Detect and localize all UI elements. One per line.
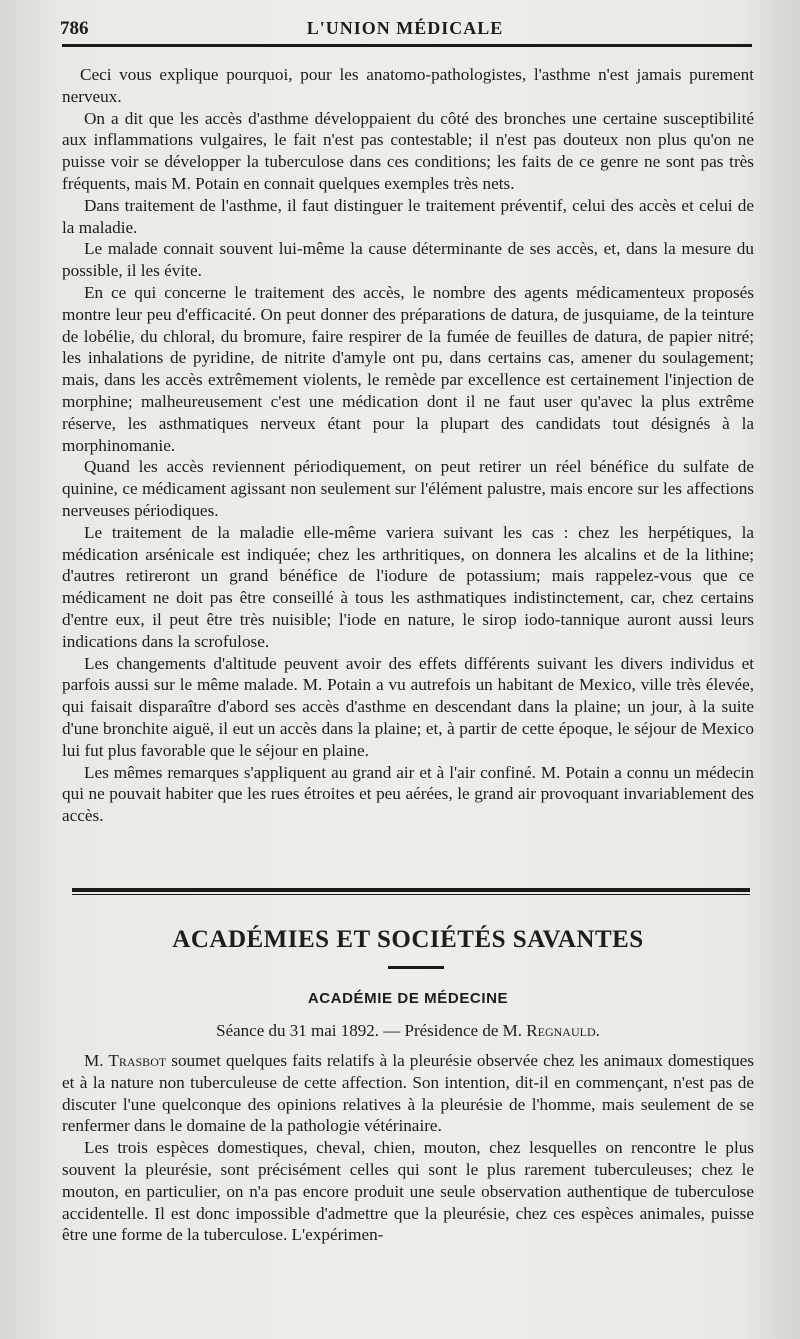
- paragraph: [62, 1050, 754, 1137]
- section-divider: [72, 888, 750, 892]
- session-line: [62, 1021, 754, 1041]
- paragraph: Le malade connait souvent lui-même la cause déterminante de ses accès, et, dans la mesure du possible, il les évite.: [62, 239, 754, 281]
- paragraph-text: soumet quelques faits relatifs à la pleurésie observée chez les animaux domestiques et à la nature non tuberculeuse de cette affection. Son intention, dit-il en commençant, n'est pas de discuter l'une quelconque des opinions relatives à la pleurésie de l'homme, mais seulement de se renfermer dans le domaine de la pathologie vétérinaire.: [62, 1051, 754, 1136]
- paragraph: Le traitement de la maladie elle-même variera suivant les cas : chez les herpétiques, la médication arsénicale est indiquée; chez les arthritiques, on donnera les alcalins et de la lithine; d'autres retireront un grand bénéfice de l'iodure de potassium; mais rappelez-vous que ce médicament ne doit pas être conseillé à tous les asthmatiques indistinctement, car, chez certains d'entre eux, il peut être très nuisible; l'iode en nature, le sirop iodo-tannique auront aussi leurs indications dans la scrofulose.: [62, 522, 754, 651]
- speaker-name: M. Trasbot: [84, 1051, 167, 1070]
- article-body: [62, 64, 754, 827]
- section-divider-thin: [72, 894, 750, 895]
- academy-heading: ACADÉMIE DE MÉDECINE: [307, 990, 509, 1007]
- paragraph: Ceci vous explique pourquoi, pour les anatomo-pathologistes, l'asthme n'est jamais purement nerveux.: [62, 65, 754, 106]
- paragraph: On a dit que les accès d'asthme développaient du côté des bronches une certaine susceptibilité aux inflammations vulgaires, le fait n'est pas contestable; il n'est pas douteux non plus qu'on ne puisse voir se développer la tuberculose dans ces conditions; les faits de ce genre ne sont pas très fréquents, mais M. Potain en connait quelques exemples très nets.: [62, 108, 754, 193]
- page-number: 786: [60, 18, 89, 39]
- section-title: ACADÉMIES ET SOCIÉTÉS SAVANTES: [172, 926, 644, 953]
- running-title: L'UNION MÉDICALE: [306, 18, 504, 38]
- session-report-body: [62, 1050, 754, 1246]
- president-name: Regnauld.: [526, 1021, 600, 1040]
- paragraph: Les mêmes remarques s'appliquent au grand air et à l'air confiné. M. Potain a connu un médecin qui ne pouvait habiter que les rues étroites et peu aérées, le grand air provoquant invariablement des accès.: [62, 762, 754, 826]
- paragraph: Les trois espèces domestiques, cheval, chien, mouton, chez lesquelles on rencontre le plus souvent la pleurésie, sont précisément celles qui sont le plus rarement tuberculeuses; chez le mouton, en particulier, on n'a pas encore produit une seule observation authentique de tuberculose accidentelle. Il est donc impossible d'admettre que la pleurésie, chez ces espèces animales, puisse être une forme de la tuberculose. L'expérimen-: [62, 1138, 754, 1245]
- paragraph: Dans traitement de l'asthme, il faut distinguer le traitement préventif, celui des accès et celui de la maladie.: [62, 195, 754, 237]
- paragraph: En ce qui concerne le traitement des accès, le nombre des agents médicamenteux proposés montre leur peu d'efficacité. On peut donner des préparations de datura, de jusquiame, de la teinture de lobélie, du chloral, du bromure, faire respirer de la fumée de feuilles de datura, de papier nitré; les inhalations de pyridine, de nitrite d'amyle ont pu, dans certains cas, amener du soulagement; mais, dans les accès extrêmement violents, le remède par excellence est certainement l'injection de morphine; malheureusement c'est une médication dont il ne faut user qu'avec la plus extrême réserve, les asthmatiques nerveux étant pour la plupart des candidats tout désignés à la morphinomanie.: [62, 282, 754, 455]
- paragraph: Les changements d'altitude peuvent avoir des effets différents suivant les divers individus et parfois aussi sur le même malade. M. Potain a vu autrefois un habitant de Mexico, ville très élevée, qui faisait disparaître d'abord ses accès d'asthme en descendant dans la plaine; un jour, à la suite d'une bronchite aiguë, il eut un accès dans la plaine; et, à partir de cette époque, le séjour de Mexico lui fut plus favorable que le séjour en plaine.: [62, 653, 754, 760]
- header-rule: [62, 44, 752, 47]
- session-info: Séance du 31 mai 1892. — Présidence de M.: [216, 1021, 523, 1040]
- page-header: [60, 14, 750, 44]
- paragraph: Quand les accès reviennent périodiquement, on peut retirer un réel bénéfice du sulfate de quinine, ce médicament agissant non seulement sur l'élément palustre, mais encore sur les affections nerveuses périodiques.: [62, 457, 754, 520]
- title-underline: [388, 966, 444, 969]
